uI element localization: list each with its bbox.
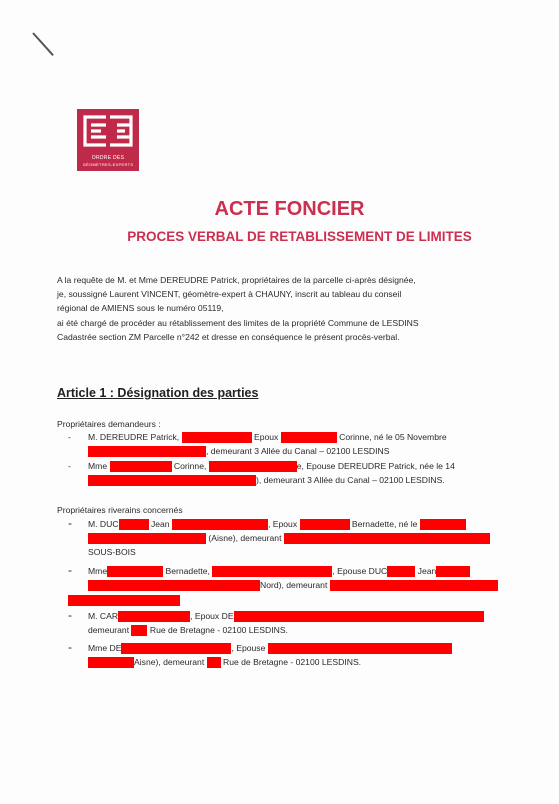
intro-line: A la requête de M. et Mme DEREUDRE Patrick, propriétaires de la parcelle ci-après désignée,: [57, 275, 416, 285]
redaction-block: [330, 580, 498, 591]
party-text: Aisne), demeurant: [134, 657, 205, 668]
party-text: Nord), demeurant: [260, 580, 328, 591]
logo-text-geometres: GÉOMÈTRES-EXPERTS: [82, 162, 134, 167]
document-subtitle: PROCES VERBAL DE RETABLISSEMENT DE LIMITES: [127, 229, 472, 244]
redaction-block: [119, 519, 149, 530]
party-address: SOUS-BOIS: [88, 547, 136, 558]
party-name: Mme DE: [88, 643, 122, 653]
party-text: Jean: [150, 519, 170, 529]
party-text: e, Epouse DEREUDRE Patrick, née le 14: [296, 461, 455, 471]
party-text: , Epouse DUC: [332, 566, 388, 576]
logo-emblem-icon: [77, 109, 139, 155]
redaction-block: [172, 519, 268, 530]
party-address: Rue de Bretagne - 02100 LESDINS.: [149, 625, 288, 636]
redaction-block: [212, 566, 332, 577]
list-dash: -: [68, 563, 72, 577]
party-text: Corinne,: [173, 461, 207, 471]
party-text: , Epoux DE: [190, 611, 234, 621]
geometres-experts-logo: [77, 109, 139, 171]
redaction-block: [121, 643, 231, 654]
redaction-block: [88, 475, 256, 486]
party-name: Mme: [88, 566, 108, 576]
party-name: M. DUC: [88, 519, 119, 529]
party-text: Epoux: [253, 432, 279, 442]
article-1-heading: Article 1 : Désignation des parties: [57, 386, 259, 400]
intro-line: régional de AMIENS sous le numéro 05119,: [57, 303, 224, 314]
redaction-block: [234, 611, 484, 622]
intro-paragraph: [57, 273, 503, 344]
redaction-block: [420, 519, 466, 530]
party-text: , Epoux: [267, 519, 298, 529]
list-dash: -: [68, 432, 71, 442]
document-title: ACTE FONCIER: [214, 198, 365, 220]
party-text: (Aisne), demeurant: [208, 533, 282, 544]
party-name: M. CAR: [88, 611, 119, 621]
demandeurs-label: Propriétaires demandeurs :: [57, 419, 161, 429]
redaction-block: [88, 446, 206, 457]
redaction-block: [284, 533, 490, 544]
redaction-block: [68, 595, 180, 606]
redaction-block: [88, 580, 260, 591]
redaction-block: [88, 657, 134, 668]
redaction-block: [207, 657, 221, 668]
list-dash: -: [68, 516, 72, 530]
party-text: , Epouse: [231, 643, 266, 653]
redaction-block: [110, 461, 172, 472]
redaction-block: [131, 625, 147, 636]
party-address: ), demeurant 3 Allée du Canal – 02100 LESDINS.: [256, 475, 445, 486]
pen-mark: [32, 32, 54, 56]
redaction-block: [88, 533, 206, 544]
list-dash: -: [68, 608, 72, 622]
list-dash: -: [68, 640, 72, 654]
redaction-block: [182, 432, 252, 443]
list-dash: -: [68, 461, 71, 471]
intro-line: je, soussigné Laurent VINCENT, géomètre-expert à CHAUNY, inscrit au tableau du conseil: [57, 289, 402, 300]
party-address: , demeurant 3 Allée du Canal – 02100 LESDINS: [206, 446, 390, 457]
redaction-block: [268, 643, 452, 654]
redaction-block: [436, 566, 470, 577]
party-text: Corinne, né le 05 Novembre: [339, 432, 447, 442]
intro-line: ai été chargé de procéder au rétablissement des limites de la propriété Commune de LESDINS: [57, 317, 419, 328]
party-name: M. DEREUDRE Patrick,: [88, 432, 180, 442]
redaction-block: [107, 566, 163, 577]
redaction-block: [209, 461, 297, 472]
redaction-block: [118, 611, 190, 622]
riverains-label: Propriétaires riverains concernés: [57, 505, 183, 515]
party-address: Rue de Bretagne - 02100 LESDINS.: [223, 657, 362, 668]
intro-line: Cadastrée section ZM Parcelle n°242 et dresse en conséquence le présent procès-verbal.: [57, 331, 400, 342]
redaction-block: [300, 519, 350, 530]
party-text: Bernadette, né le: [351, 519, 418, 529]
redaction-block: [281, 432, 337, 443]
party-text: demeurant: [88, 625, 130, 636]
party-name: Mme: [88, 461, 108, 471]
logo-text-ordre: ORDRE DES: [91, 155, 125, 161]
redaction-block: [387, 566, 415, 577]
party-text: Jean: [417, 566, 437, 576]
party-text: Bernadette,: [165, 566, 210, 576]
